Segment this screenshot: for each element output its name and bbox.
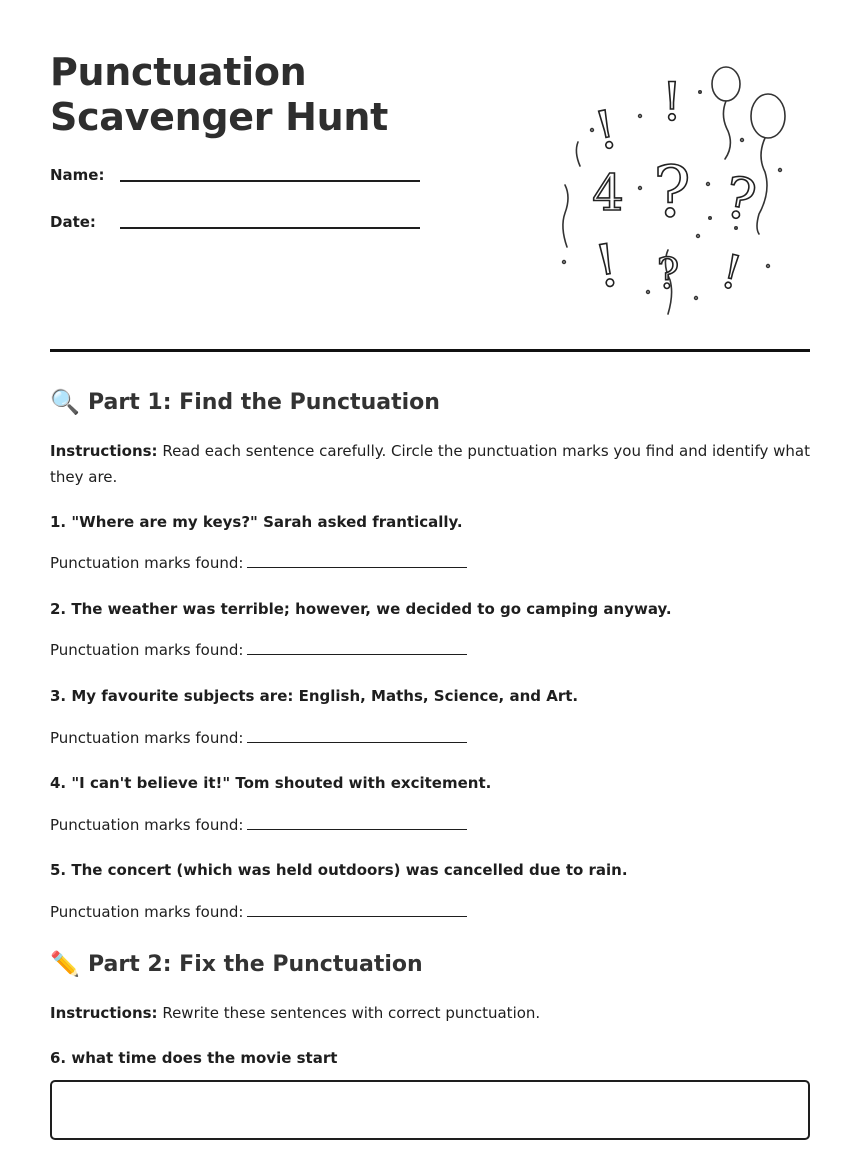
answer-prefix: Punctuation marks found: [50,554,244,572]
exclamation-mark-icon: ! [661,73,683,133]
answer-line-2 [50,641,467,659]
answer-prefix: Punctuation marks found: [50,816,244,834]
date-label: Date: [50,213,96,231]
answer-prefix: Punctuation marks found: [50,729,244,747]
question-6: 6. what time does the movie start [50,1049,338,1067]
answer-blank-1[interactable] [247,555,467,568]
number-four-icon: 4 [592,164,624,222]
answer-line-1 [50,554,467,572]
punctuation-balloons-illustration [550,60,800,320]
pencil-icon: ✏️ [50,950,80,978]
question-mark-icon: ? [653,151,691,233]
part2-instructions [50,1000,810,1026]
name-label: Name: [50,166,105,184]
balloon-string [757,138,767,234]
answer-blank-3[interactable] [247,730,467,743]
date-field[interactable] [120,227,420,229]
name-field[interactable] [120,180,420,182]
question-mark-icon: ? [719,164,761,235]
answer-blank-4[interactable] [247,817,467,830]
question-3: 3. My favourite subjects are: English, Maths, Science, and Art. [50,687,579,705]
part2-title: Part 2: Fix the Punctuation [88,951,423,977]
exclamation-mark-icon: ! [589,99,623,163]
question-5: 5. The concert (which was held outdoors) was cancelled due to rain. [50,861,628,879]
header-divider [50,349,810,352]
balloon-icon [751,94,785,138]
answer-prefix: Punctuation marks found: [50,903,244,921]
balloon-icon [712,67,740,101]
answer-line-3 [50,729,467,747]
exclamation-mark-icon: ! [716,243,748,301]
question-mark-icon: ? [656,249,680,298]
instructions-label: Instructions: [50,1004,158,1022]
part2-heading [50,950,423,978]
answer-prefix: Punctuation marks found: [50,641,244,659]
exclamation-mark-icon: ! [589,230,625,302]
question-1: 1. "Where are my keys?" Sarah asked frantically. [50,513,463,531]
part1-instructions [50,438,810,490]
instructions-text: Read each sentence carefully. Circle the punctuation marks you find and identify what they are. [50,442,810,486]
question-2: 2. The weather was terrible; however, we decided to go camping anyway. [50,600,672,618]
answer-line-4 [50,816,467,834]
balloon-string [723,101,730,159]
date-field-row [50,213,430,243]
answer-line-5 [50,903,467,921]
answer-blank-2[interactable] [247,642,467,655]
answer-blank-5[interactable] [247,904,467,917]
name-field-row [50,166,430,196]
magnifying-glass-icon: 🔍 [50,388,80,416]
question-4: 4. "I can't believe it!" Tom shouted with excitement. [50,774,492,792]
part1-title: Part 1: Find the Punctuation [88,389,440,415]
instructions-text: Rewrite these sentences with correct punctuation. [157,1004,541,1022]
instructions-label: Instructions: [50,442,158,460]
part1-heading [50,388,440,416]
page-title: Punctuation Scavenger Hunt [50,50,388,139]
answer-box-6[interactable] [50,1080,810,1140]
